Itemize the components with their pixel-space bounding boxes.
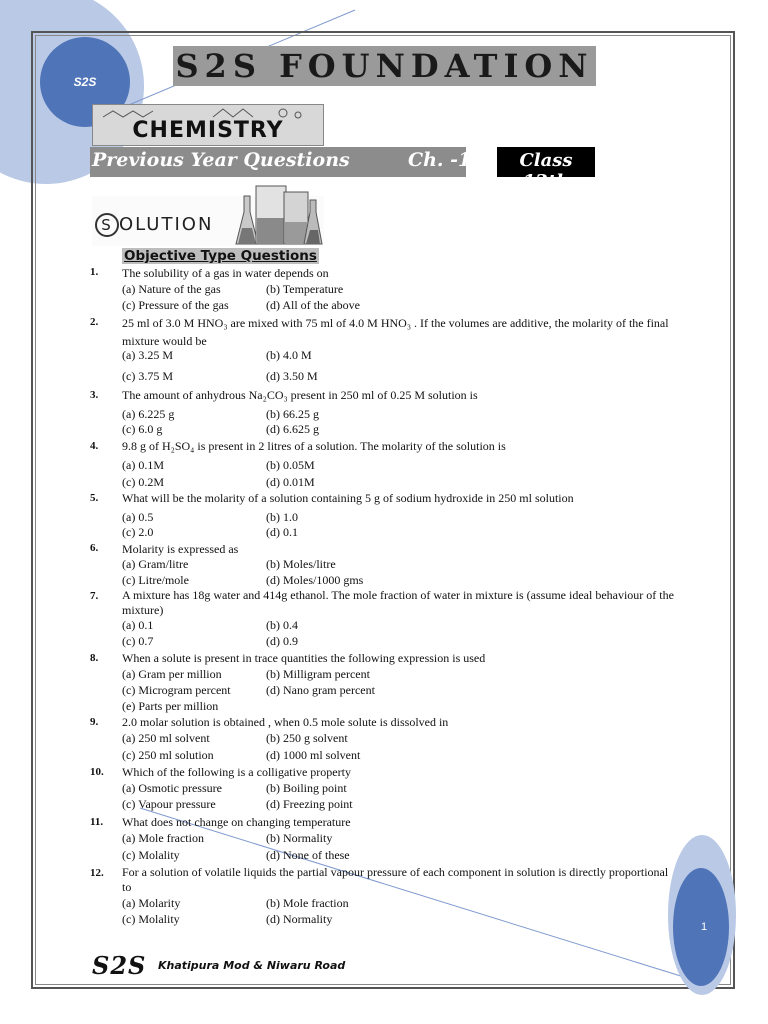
question-number: 12. [90, 867, 104, 879]
option-c: (c) Vapour pressure [122, 797, 216, 811]
option-a: (a) Molarity [122, 896, 181, 910]
option-c: (c) 0.7 [122, 634, 154, 648]
question-text: 9.8 g of H₂SO₄ is present in 2 litres of a solution. The molarity of the solution is [122, 439, 506, 453]
option-a: (a) Nature of the gas [122, 282, 221, 296]
option-b: (b) Boiling point [266, 781, 347, 795]
option-d: (d) 6.625 g [266, 422, 319, 436]
badge-label: S2S [73, 75, 97, 89]
option-d: (d) 3.50 M [266, 369, 318, 383]
question-number: 11. [90, 816, 104, 828]
footer-address: Khatipura Mod & Niwaru Road [158, 959, 346, 972]
option-b: (b) 4.0 M [266, 348, 312, 362]
option-b: (b) Temperature [266, 282, 344, 296]
option-d: (d) Freezing point [266, 797, 353, 811]
topic-s-circle: S [95, 213, 119, 237]
option-d: (d) None of these [266, 848, 350, 862]
question-text: Which of the following is a colligative property [122, 765, 351, 779]
option-d: (d) 0.9 [266, 634, 298, 648]
option-c: (c) 250 ml solution [122, 748, 214, 762]
option-a: (a) 6.225 g [122, 407, 175, 421]
option-a: (a) 250 ml solvent [122, 731, 210, 745]
option-a: (a) Mole fraction [122, 831, 204, 845]
option-b: (b) 66.25 g [266, 407, 319, 421]
question-number: 2. [90, 316, 99, 328]
footer-logo: S2S [92, 951, 147, 980]
option-c: (c) Microgram percent [122, 683, 231, 697]
option-d: (d) All of the above [266, 298, 360, 312]
option-b: (b) 0.4 [266, 618, 298, 632]
option-a: (a) 0.1M [122, 458, 164, 472]
option-b: (b) 1.0 [266, 510, 298, 524]
question-number: 9. [90, 716, 99, 728]
option-c: (c) 6.0 g [122, 422, 163, 436]
option-a: (a) Gram/litre [122, 557, 189, 571]
foundation-title: S2S FOUNDATION [173, 46, 596, 86]
option-a: (a) 0.1 [122, 618, 154, 632]
option-e: (e) Parts per million [122, 699, 219, 713]
question-number: 10. [90, 766, 104, 778]
question-text: Molarity is expressed as [122, 542, 239, 556]
class-label: Class 12th [519, 150, 573, 192]
question-text: The solubility of a gas in water depends on [122, 266, 329, 280]
option-b: (b) Milligram percent [266, 667, 370, 681]
option-a: (a) Osmotic pressure [122, 781, 222, 795]
option-d: (d) 1000 ml solvent [266, 748, 361, 762]
option-c: (c) 0.2M [122, 475, 164, 489]
option-c: (c) Molality [122, 848, 180, 862]
option-a: (a) 0.5 [122, 510, 154, 524]
question-text: When a solute is present in trace quantities the following expression is used [122, 651, 486, 665]
section-heading: Objective Type Questions [124, 248, 317, 264]
option-d: (d) 0.1 [266, 525, 298, 539]
option-c: (c) Pressure of the gas [122, 298, 229, 312]
question-number: 7. [90, 590, 99, 602]
pyq-label: Previous Year Questions [92, 149, 350, 171]
question-text: What will be the molarity of a solution containing 5 g of sodium hydroxide in 250 ml solution [122, 491, 574, 505]
question-text: For a solution of volatile liquids the partial vapour pressure of each component in solution is directly proportional to [122, 865, 669, 894]
option-b: (b) 250 g solvent [266, 731, 348, 745]
option-b: (b) Normality [266, 831, 333, 845]
subject-title: CHEMISTRY [132, 118, 284, 143]
option-b: (b) Moles/litre [266, 557, 336, 571]
question-number: 8. [90, 652, 99, 664]
option-c: (c) 3.75 M [122, 369, 173, 383]
question-number: 4. [90, 440, 99, 452]
option-c: (c) Litre/mole [122, 573, 189, 587]
question-number: 6. [90, 542, 99, 554]
option-b: (b) 0.05M [266, 458, 315, 472]
question-text: A mixture has 18g water and 414g ethanol. The mole fraction of water in mixture is (assume ideal behaviour of the mixture) [122, 588, 674, 617]
option-d: (d) Moles/1000 gms [266, 573, 364, 587]
question-number: 3. [90, 389, 99, 401]
question-number: 5. [90, 492, 99, 504]
question-number: 1. [90, 266, 99, 278]
question-text: 2.0 molar solution is obtained , when 0.5 mole solute is dissolved in [122, 715, 449, 729]
topic-title [95, 213, 213, 237]
chapter-label: Ch. -1 [408, 149, 472, 171]
option-c: (c) 2.0 [122, 525, 154, 539]
question-text: The amount of anhydrous Na₂CO₃ present in 250 ml of 0.25 M solution is [122, 388, 478, 402]
page-number: 1 [700, 921, 708, 933]
question-text: What does not change on changing temperature [122, 815, 351, 829]
lab-glassware-icon [226, 182, 324, 246]
option-d: (d) 0.01M [266, 475, 315, 489]
question-text: 25 ml of 3.0 M HNO₃ are mixed with 75 ml of 4.0 M HNO₃ . If the volumes are additive, the molarity of the final mixture would be [122, 316, 669, 348]
option-a: (a) 3.25 M [122, 348, 173, 362]
option-a: (a) Gram per million [122, 667, 222, 681]
option-d: (d) Nano gram percent [266, 683, 375, 697]
option-c: (c) Molality [122, 912, 180, 926]
option-b: (b) Mole fraction [266, 896, 349, 910]
topic-rest: OLUTION [119, 214, 214, 235]
option-d: (d) Normality [266, 912, 333, 926]
